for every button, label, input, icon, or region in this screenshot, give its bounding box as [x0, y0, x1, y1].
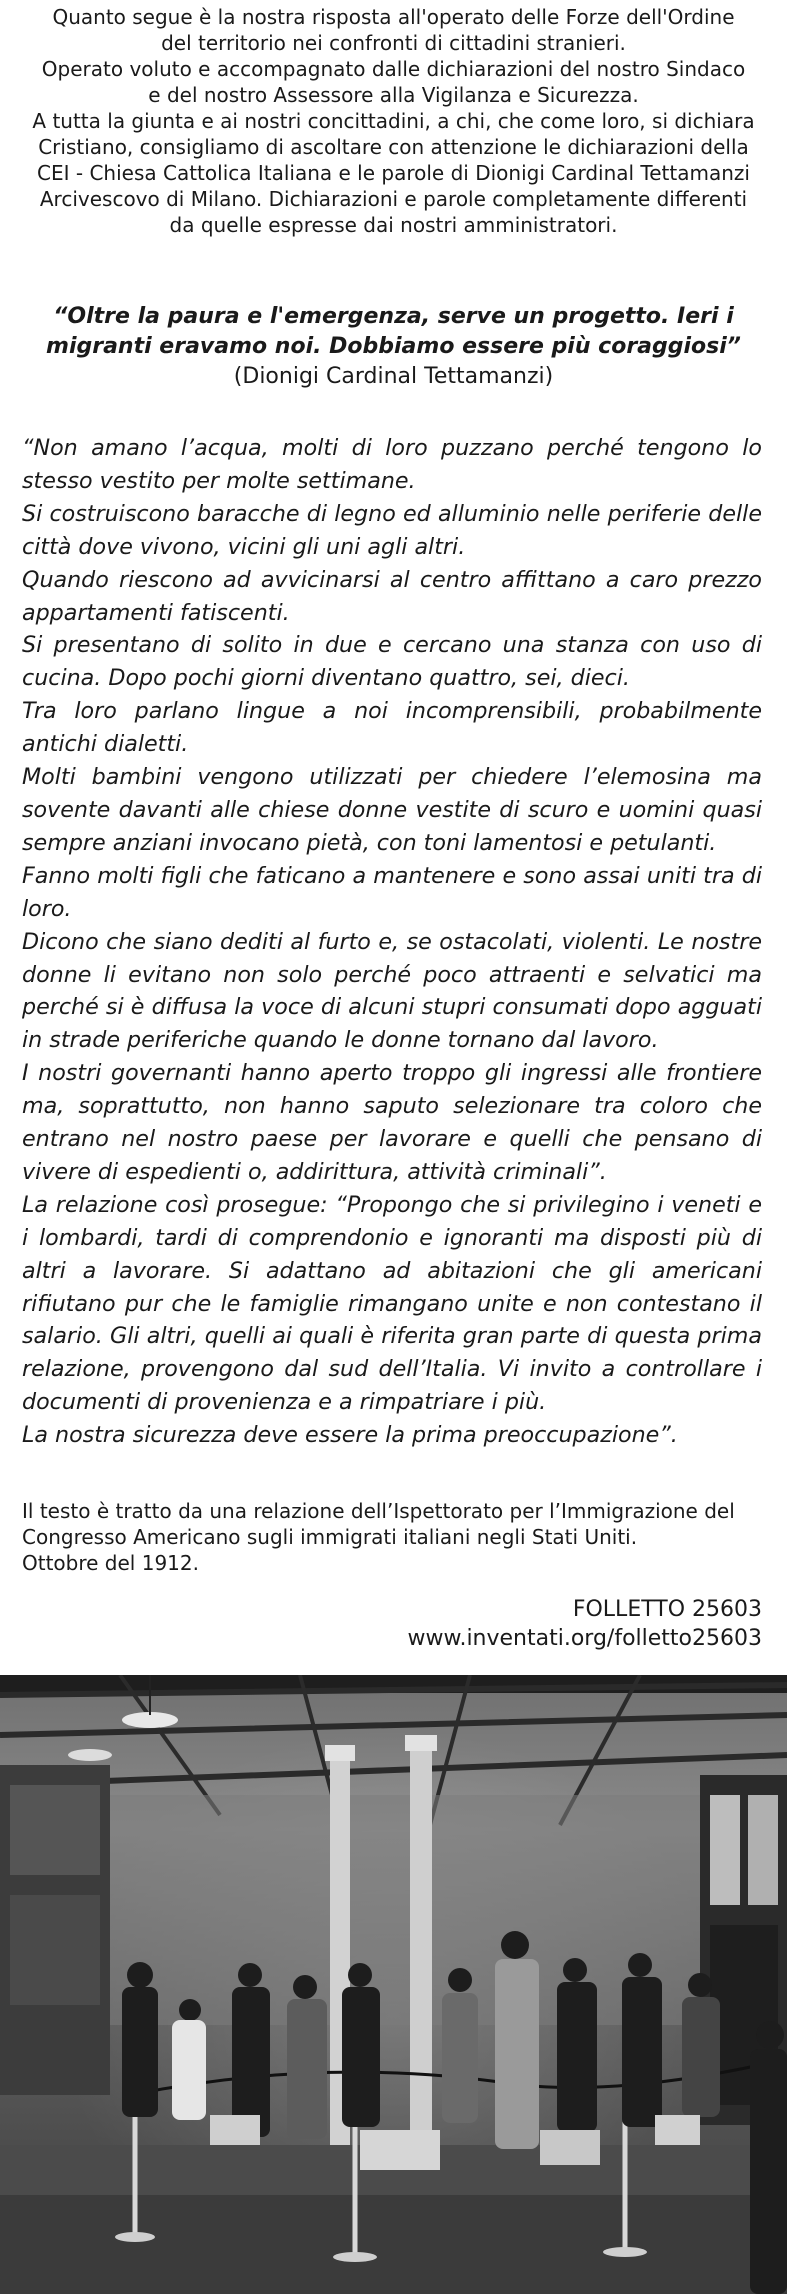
- report-paragraph: Dicono che siano dediti al furto e, se ostacolati, violenti. Le nostre donne li evitano non solo perché poco attraenti e selvatici ma perché si è diffusa la voce di alcuni stupri consumati dopo agguati in strade periferiche quando le donne tornano dal lavoro.: [22, 928, 762, 1054]
- intro-line: da quelle espresse dai nostri amministratori.: [169, 213, 618, 237]
- source-line: Ottobre del 1912.: [22, 1551, 199, 1575]
- report-paragraph: Molti bambini vengono utilizzati per chiedere l’elemosina ma sovente davanti alle chiese donne vestite di scuro e uomini quasi sempre anziani invocano pietà, con toni lamentosi e petulanti.: [22, 764, 762, 856]
- intro-line: Operato voluto e accompagnato dalle dichiarazioni del nostro Sindaco: [41, 57, 746, 81]
- intro-line: Arcivescovo di Milano. Dichiarazioni e parole completamente differenti: [39, 187, 748, 211]
- report-text: [22, 432, 762, 1452]
- quote-line: migranti eravamo noi. Dobbiamo essere più coraggiosi”: [46, 334, 741, 359]
- report-paragraph: Tra loro parlano lingue a noi incomprensibili, probabilmente antichi dialetti.: [22, 698, 762, 758]
- intro-line: Cristiano, consigliamo di ascoltare con attenzione le dichiarazioni della: [38, 135, 749, 159]
- quote-line: “Oltre la paura e l'emergenza, serve un progetto. Ieri i: [53, 304, 734, 329]
- report-paragraph: Si costruiscono baracche di legno ed alluminio nelle periferie delle città dove vivono, vicini gli uni agli altri.: [22, 500, 762, 560]
- intro-line: Quanto segue è la nostra risposta all'operato delle Forze dell'Ordine: [52, 5, 735, 29]
- intro-line: CEI - Chiesa Cattolica Italiana e le parole di Dionigi Cardinal Tettamanzi: [37, 161, 750, 185]
- report-paragraph: Fanno molti figli che faticano a mantenere e sono assai uniti tra di loro.: [22, 862, 762, 922]
- source-note: [22, 1498, 762, 1576]
- intro-line: A tutta la giunta e ai nostri concittadini, a chi, che come loro, si dichiara: [32, 109, 755, 133]
- intro-line: del territorio nei confronti di cittadini stranieri.: [161, 31, 626, 55]
- signature: [407, 1595, 762, 1653]
- quote-author: (Dionigi Cardinal Tettamanzi): [233, 364, 554, 389]
- source-line: Il testo è tratto da una relazione dell’Ispettorato per l’Immigrazione del: [22, 1499, 735, 1523]
- report-paragraph: I nostri governanti hanno aperto troppo gli ingressi alle frontiere ma, soprattutto, non hanno saputo selezionare tra coloro che entrano nel nostro paese per lavorare e quelli che pensano di vivere di espedienti o, addirittura, attività criminali”.: [22, 1060, 762, 1185]
- cardinal-quote: [18, 302, 769, 392]
- intro-line: e del nostro Assessore alla Vigilanza e Sicurezza.: [148, 83, 639, 107]
- source-line: Congresso Americano sugli immigrati italiani negli Stati Uniti.: [22, 1525, 638, 1549]
- report-paragraph: La relazione così prosegue: “Propongo che si privilegino i veneti e i lombardi, tardi di comprendonio e ignoranti ma disposti più di altri a lavorare. Si adattano ad abitazioni che gli americani rifiutano pur che le famiglie rimangano unite e non contestano il salario. Gli altri, quelli ai quali è riferita gran parte di questa prima relazione, provengono dal sud dell’Italia. Vi invito a controllare i documenti di provenienza e a rimpatriare i più.: [22, 1191, 762, 1416]
- immigration-inspection-photo: [0, 1675, 787, 2294]
- intro-paragraph: [18, 4, 769, 238]
- historical-photo: [0, 1675, 787, 2294]
- report-paragraph: La nostra sicurezza deve essere la prima preoccupazione”.: [22, 1422, 678, 1449]
- report-paragraph: “Non amano l’acqua, molti di loro puzzano perché tengono lo stesso vestito per molte settimane.: [22, 435, 762, 494]
- report-paragraph: Si presentano di solito in due e cercano una stanza con uso di cucina. Dopo pochi giorni diventano quattro, sei, dieci.: [22, 632, 762, 692]
- signature-name: FOLLETTO 25603: [572, 1597, 762, 1622]
- signature-url[interactable]: www.inventati.org/folletto25603: [407, 1626, 762, 1651]
- report-paragraph: Quando riescono ad avvicinarsi al centro affittano a caro prezzo appartamenti fatiscenti.: [22, 566, 762, 626]
